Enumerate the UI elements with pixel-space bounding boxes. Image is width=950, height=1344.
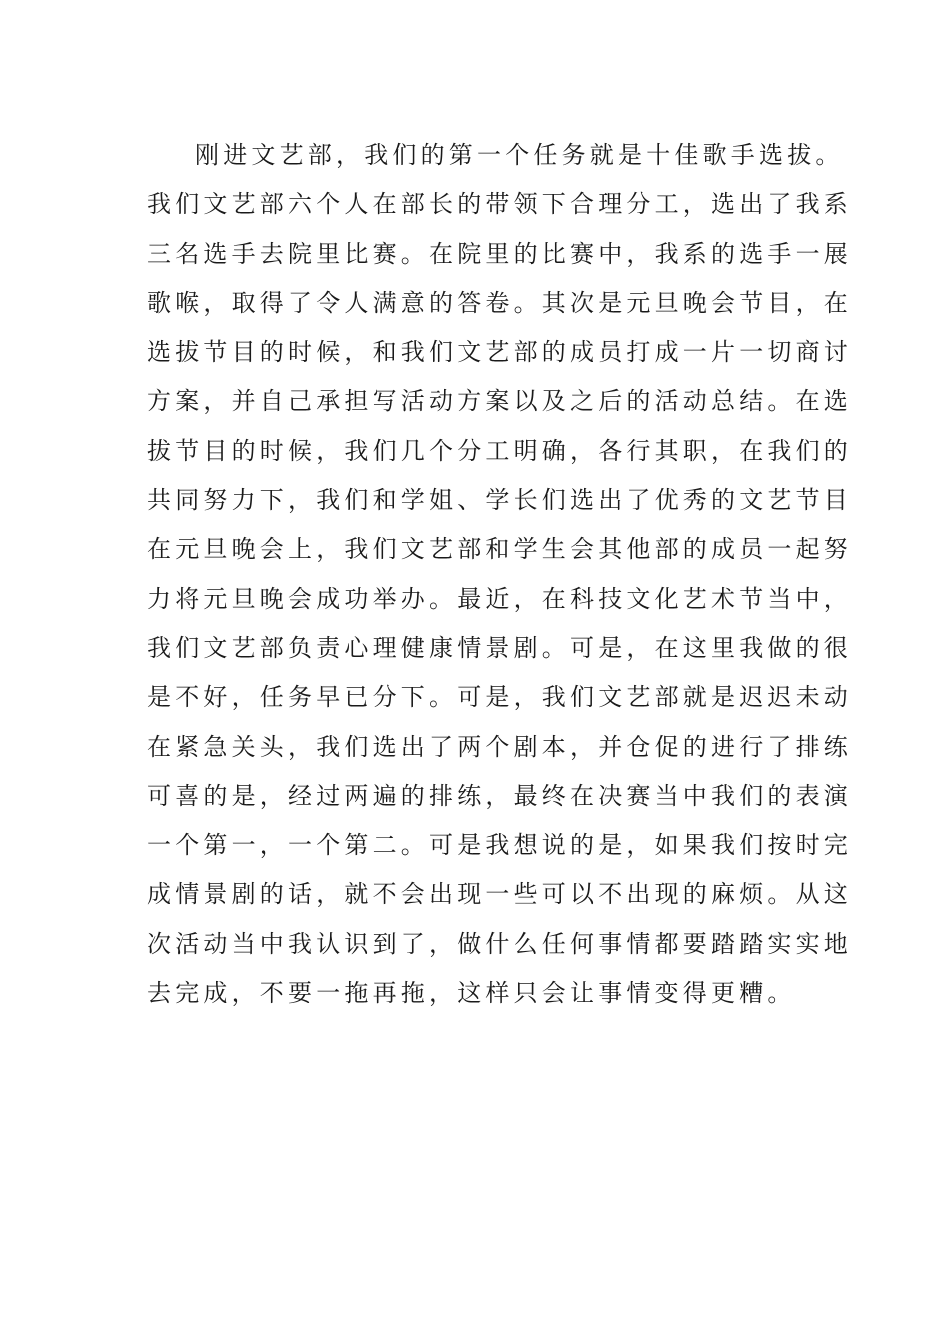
text-line: 我们文艺部六个人在部长的带领下合理分工，选出了我系 — [147, 190, 852, 219]
body-paragraph — [147, 131, 852, 1018]
text-line: 三名选手去院里比赛。在院里的比赛中，我系的选手一展 — [147, 239, 852, 268]
text-line: 成情景剧的话，就不会出现一些可以不出现的麻烦。从这 — [147, 880, 852, 909]
text-line: 我们文艺部负责心理健康情景剧。可是，在这里我做的很 — [147, 633, 852, 662]
text-line: 共同努力下，我们和学姐、学长们选出了优秀的文艺节目 — [147, 486, 852, 515]
text-line: 一个第一，一个第二。可是我想说的是，如果我们按时完 — [147, 831, 852, 860]
text-line: 拔节目的时候，我们几个分工明确，各行其职，在我们的 — [147, 436, 852, 465]
text-line: 方案，并自己承担写活动方案以及之后的活动总结。在选 — [147, 387, 852, 416]
text-line: 在紧急关头，我们选出了两个剧本，并仓促的进行了排练 — [147, 732, 852, 761]
text-line: 可喜的是，经过两遍的排练，最终在决赛当中我们的表演 — [147, 781, 852, 810]
text-line: 在元旦晚会上，我们文艺部和学生会其他部的成员一起努 — [147, 535, 852, 564]
text-line: 刚进文艺部，我们的第一个任务就是十佳歌手选拔。 — [195, 141, 844, 169]
text-line: 是不好，任务早已分下。可是，我们文艺部就是迟迟未动 — [147, 683, 852, 712]
text-line: 歌喉，取得了令人满意的答卷。其次是元旦晚会节目，在 — [147, 288, 852, 317]
text-line: 去完成，不要一拖再拖，这样只会让事情变得更糟。 — [147, 979, 796, 1008]
text-line: 选拔节目的时候，和我们文艺部的成员打成一片一切商讨 — [147, 338, 852, 367]
text-line: 次活动当中我认识到了，做什么任何事情都要踏踏实实地 — [147, 929, 852, 958]
text-line: 力将元旦晚会成功举办。最近，在科技文化艺术节当中， — [147, 584, 852, 613]
